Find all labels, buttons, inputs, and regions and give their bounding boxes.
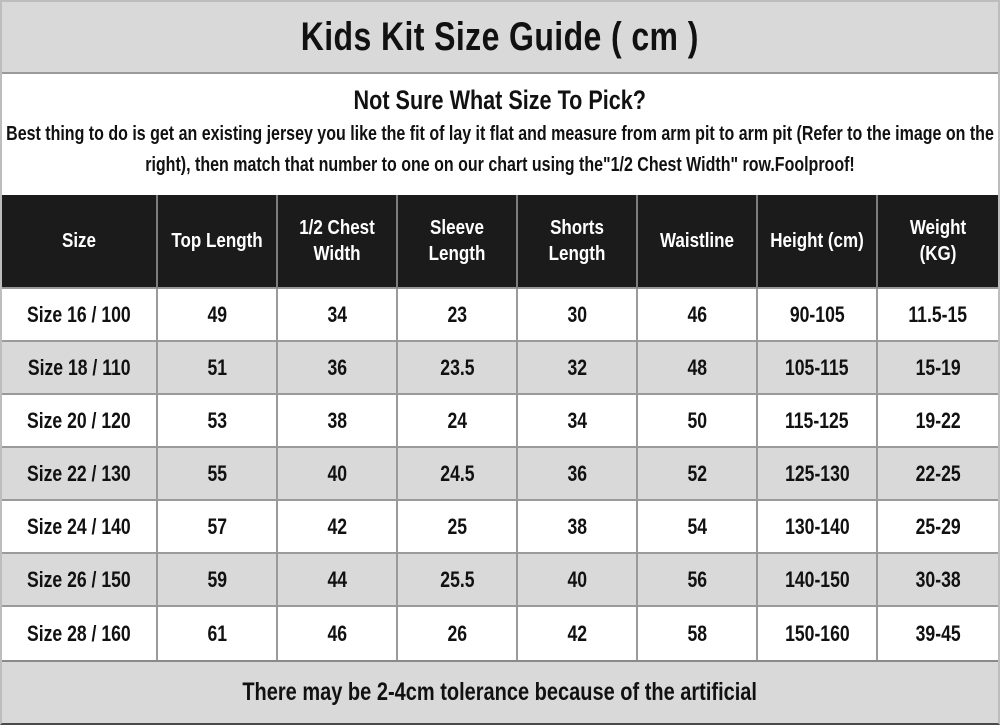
header-cell-waistline: Waistline [638,195,758,289]
size-cell: Size 18 / 110 [2,342,158,395]
header-cell-weight: Weight (KG) [878,195,998,289]
table-cell: 38 [278,395,398,448]
table-cell: 40 [518,554,638,607]
table-cell: 30 [518,289,638,342]
size-cell: Size 16 / 100 [2,289,158,342]
table-cell: 50 [638,395,758,448]
table-cell: 34 [518,395,638,448]
table-cell: 53 [158,395,278,448]
header-cell-size: Size [2,195,158,289]
table-cell: 42 [518,607,638,660]
table-cell: 57 [158,501,278,554]
table-cell: 36 [278,342,398,395]
table-cell: 105-115 [758,342,878,395]
table-cell: 42 [278,501,398,554]
table-cell: 24 [398,395,518,448]
info-heading: Not Sure What Size To Pick? [353,85,647,115]
size-cell: Size 22 / 130 [2,448,158,501]
table-cell: 25.5 [398,554,518,607]
table-cell: 23.5 [398,342,518,395]
page-title: Kids Kit Size Guide ( cm ) [300,14,699,59]
table-cell: 115-125 [758,395,878,448]
table-cell: 130-140 [758,501,878,554]
table-cell: 56 [638,554,758,607]
table-cell: 25 [398,501,518,554]
table-cell: 54 [638,501,758,554]
table-cell: 90-105 [758,289,878,342]
table-cell: 30-38 [878,554,998,607]
table-cell: 46 [638,289,758,342]
table-cell: 40 [278,448,398,501]
table-cell: 15-19 [878,342,998,395]
table-cell: 58 [638,607,758,660]
table-cell: 25-29 [878,501,998,554]
info-body: Best thing to do is get an existing jersey you like the fit of lay it flat and measure from arm pit to arm pit (Refer to the image on the right), then match that number to one on our chart using the"1/2 Chest Width" row.Foolproof! [6,123,994,176]
table-cell: 55 [158,448,278,501]
size-cell: Size 24 / 140 [2,501,158,554]
size-cell: Size 28 / 160 [2,607,158,660]
table-cell: 51 [158,342,278,395]
table-cell: 32 [518,342,638,395]
info-section [2,74,998,195]
table-cell: 49 [158,289,278,342]
table-cell: 23 [398,289,518,342]
table-cell: 125-130 [758,448,878,501]
header-cell-height: Height (cm) [758,195,878,289]
size-cell: Size 20 / 120 [2,395,158,448]
tolerance-note: There may be 2-4cm tolerance because of the artificial [242,678,758,706]
table-cell: 44 [278,554,398,607]
table-cell: 39-45 [878,607,998,660]
table-cell: 59 [158,554,278,607]
table-cell: 24.5 [398,448,518,501]
table-cell: 36 [518,448,638,501]
header-cell-top-length: Top Length [158,195,278,289]
table-cell: 22-25 [878,448,998,501]
page-title-band [2,2,998,74]
tolerance-note-bar [2,660,998,723]
size-table [2,195,998,660]
header-cell-chest-width: 1/2 Chest Width [278,195,398,289]
table-cell: 34 [278,289,398,342]
table-cell: 11.5-15 [878,289,998,342]
table-cell: 38 [518,501,638,554]
size-cell: Size 26 / 150 [2,554,158,607]
table-cell: 140-150 [758,554,878,607]
table-cell: 150-160 [758,607,878,660]
table-cell: 26 [398,607,518,660]
header-cell-shorts-length: Shorts Length [518,195,638,289]
header-cell-sleeve-length: Sleeve Length [398,195,518,289]
table-cell: 52 [638,448,758,501]
table-cell: 19-22 [878,395,998,448]
table-cell: 46 [278,607,398,660]
table-cell: 61 [158,607,278,660]
table-cell: 48 [638,342,758,395]
